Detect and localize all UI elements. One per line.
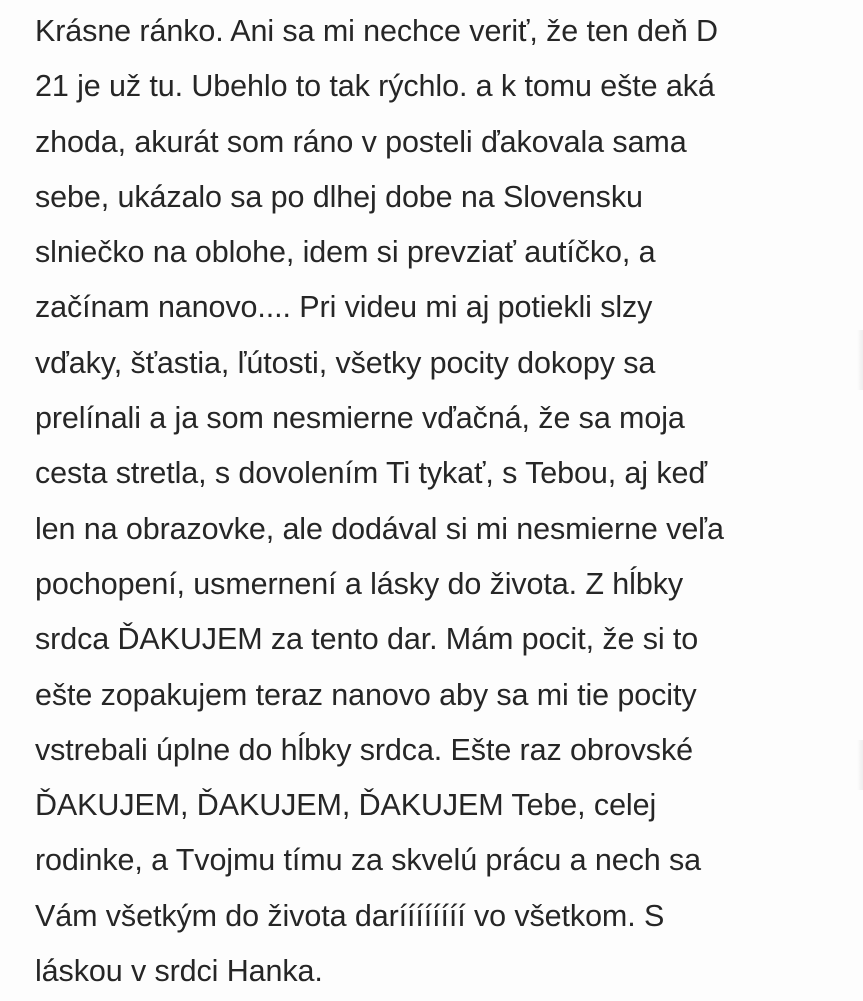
edge-shadow (857, 740, 863, 790)
comment-line: ešte zopakujem teraz nanovo aby sa mi tie pocity (35, 677, 697, 712)
comment-line: Vám všetkým do života daríííííííí vo všetkom. S (35, 898, 665, 933)
comment-line: sebe, ukázalo sa po dlhej dobe na Slovensku (35, 179, 643, 214)
comment-line: pochopení, usmernení a lásky do života. Z hĺbky (35, 566, 684, 601)
comment-text (35, 4, 855, 999)
comment-line: cesta stretla, s dovolením Ti tykať, s Tebou, aj keď (35, 456, 708, 491)
comment-line: zhoda, akurát som ráno v posteli ďakovala sama (35, 124, 687, 159)
comment-line: srdca ĎAKUJEM za tento dar. Mám pocit, že si to (35, 622, 699, 657)
comment-line: vstrebali úplne do hĺbky srdca. Ešte raz obrovské (35, 732, 693, 767)
comment-line: 21 je už tu. Ubehlo to tak rýchlo. a k tomu ešte aká (35, 69, 715, 104)
comment-line: ĎAKUJEM, ĎAKUJEM, ĎAKUJEM Tebe, celej (35, 788, 657, 823)
edge-shadow (857, 330, 863, 390)
comment-line: rodinke, a Tvojmu tímu za skvelú prácu a nech sa (35, 843, 701, 878)
comment-line: láskou v srdci Hanka. (35, 954, 323, 989)
comment-line: prelínali a ja som nesmierne vďačná, že sa moja (35, 401, 685, 436)
comment-line: začínam nanovo.... Pri videu mi aj potiekli slzy (35, 290, 653, 325)
comment-line: slniečko na oblohe, idem si prevziať autíčko, a (35, 235, 656, 270)
comment-line: Krásne ránko. Ani sa mi nechce veriť, že ten deň D (35, 14, 718, 48)
comment-line: len na obrazovke, ale dodával si mi nesmierne veľa (35, 511, 724, 546)
comment-line: vďaky, šťastia, ľútosti, všetky pocity dokopy sa (35, 345, 656, 380)
